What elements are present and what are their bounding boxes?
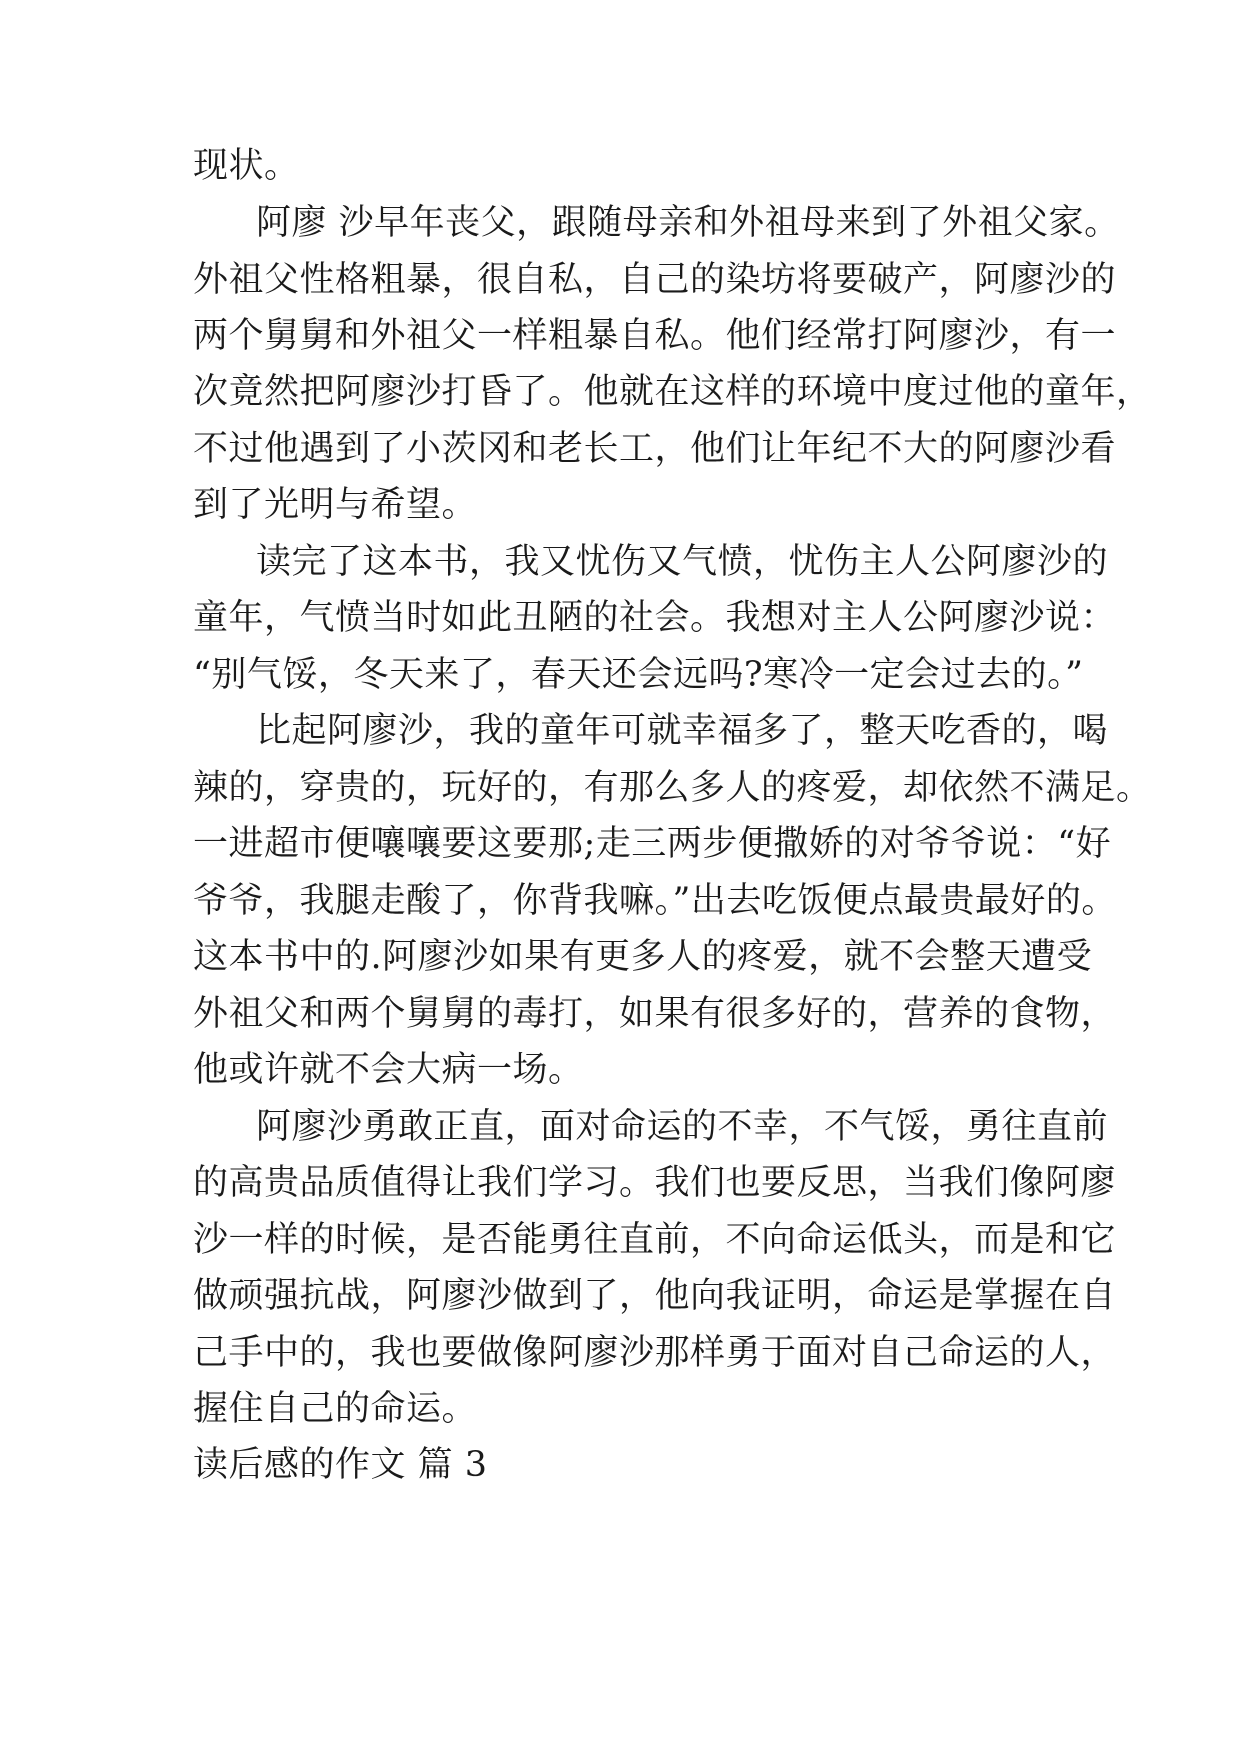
text-line: “别气馁，冬天来了，春天还会远吗?寒冷一定会过去的。”: [193, 655, 1084, 695]
text-line: 沙一样的时候，是否能勇往直前，不向命运低头，而是和它: [193, 1220, 1117, 1260]
paragraph-start-line: 读完了这本书，我又忧伤又气愤，忧伤主人公阿廖沙的: [256, 542, 1109, 582]
text-line: 到了光明与希望。: [193, 485, 478, 525]
paragraph-start-line: 阿廖 沙早年丧父，跟随母亲和外祖母来到了外祖父家。: [256, 203, 1120, 243]
text-line: 现状。: [193, 146, 300, 186]
text-line: 不过他遇到了小茨冈和老长工，他们让年纪不大的阿廖沙看: [193, 429, 1117, 469]
text-line: 的高贵品质值得让我们学习。我们也要反思，当我们像阿廖: [193, 1163, 1117, 1203]
text-line: 次竟然把阿廖沙打昏了。他就在这样的环境中度过他的童年，: [193, 372, 1152, 412]
text-line: 做顽强抗战，阿廖沙做到了，他向我证明，命运是掌握在自: [193, 1276, 1117, 1316]
paragraph-start-line: 阿廖沙勇敢正直，面对命运的不幸，不气馁，勇往直前: [256, 1107, 1109, 1147]
text-line: 一进超市便嚷嚷要这要那;走三两步便撒娇的对爷爷说：“好: [193, 824, 1112, 864]
text-line: 外祖父和两个舅舅的毒打，如果有很多好的，营养的食物，: [193, 994, 1117, 1034]
text-line: 童年，气愤当时如此丑陋的社会。我想对主人公阿廖沙说：: [193, 598, 1117, 638]
text-line: 这本书中的.阿廖沙如果有更多人的疼爱，就不会整天遭受: [193, 937, 1093, 977]
section-heading: 读后感的作文 篇 3: [193, 1445, 488, 1485]
text-line: 他或许就不会大病一场。: [193, 1050, 584, 1090]
text-line: 外祖父性格粗暴，很自私，自己的染坊将要破产，阿廖沙的: [193, 260, 1117, 300]
text-line: 爷爷，我腿走酸了，你背我嘛。”出去吃饭便点最贵最好的。: [193, 881, 1117, 921]
text-line: 两个舅舅和外祖父一样粗暴自私。他们经常打阿廖沙，有一: [193, 316, 1117, 356]
paragraph-start-line: 比起阿廖沙，我的童年可就幸福多了，整天吃香的，喝: [256, 711, 1109, 751]
text-line: 己手中的，我也要做像阿廖沙那样勇于面对自己命运的人，: [193, 1333, 1117, 1373]
text-line: 握住自己的命运。: [193, 1389, 478, 1429]
text-line: 辣的，穿贵的，玩好的，有那么多人的疼爱，却依然不满足。: [193, 768, 1152, 808]
